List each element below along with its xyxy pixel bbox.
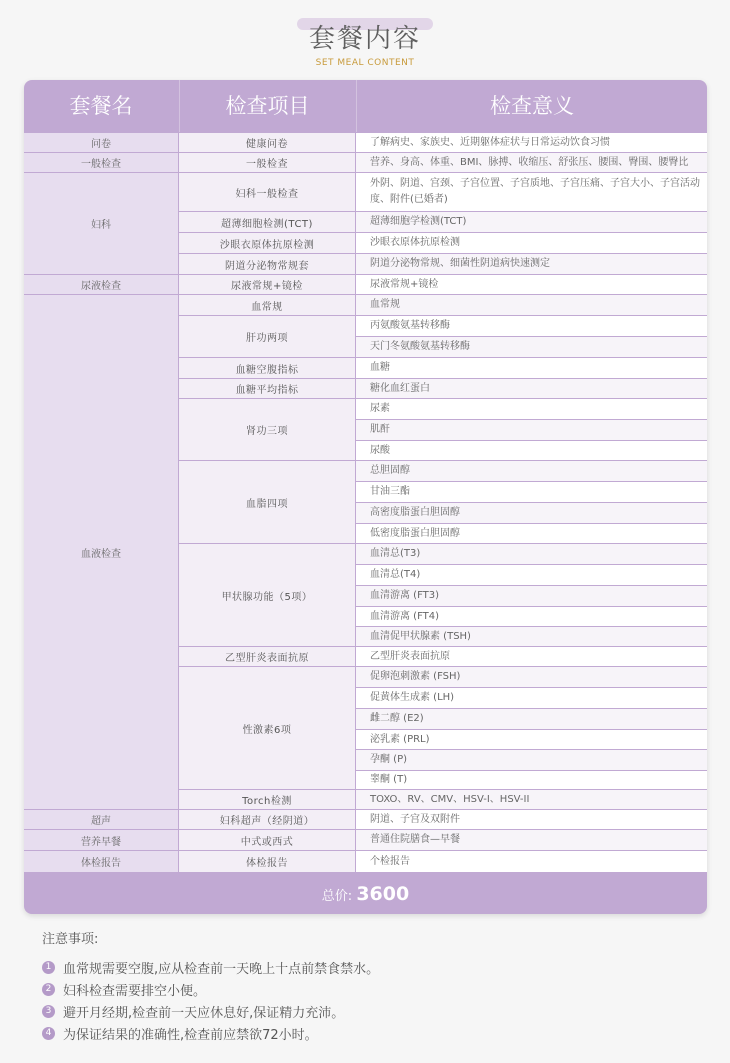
item-cell: Torch检测 xyxy=(179,790,355,809)
meaning-cell: TOXO、RV、CMV、HSV-I、HSV-II xyxy=(356,790,707,809)
meaning-cell: 尿素 xyxy=(356,399,707,419)
group-cell: 血液检查 xyxy=(24,295,178,809)
item-cell: 阴道分泌物常规套 xyxy=(179,254,355,274)
notes-section xyxy=(42,928,702,1044)
note-text: 避开月经期,检查前一天应休息好,保证精力充沛。 xyxy=(63,1005,345,1021)
group-cell: 超声 xyxy=(24,810,178,829)
note-item xyxy=(42,956,702,978)
item-cell: 血糖平均指标 xyxy=(179,379,355,398)
meaning-cell: 阴道分泌物常规、细菌性阴道病快速测定 xyxy=(356,254,707,274)
item-cell: 中式或西式 xyxy=(179,830,355,850)
item-cell: 妇科超声（经阴道） xyxy=(179,810,355,829)
meaning-cell: 超薄细胞学检测(TCT) xyxy=(356,212,707,232)
package-table-card xyxy=(24,80,707,914)
total-price xyxy=(24,874,707,914)
meaning-cell: 个检报告 xyxy=(356,851,707,872)
meaning-cell: 促卵泡刺激素 (FSH) xyxy=(356,667,707,687)
title-block xyxy=(0,18,730,68)
meaning-cell: 丙氨酸氨基转移酶 xyxy=(356,316,707,336)
meaning-cell: 血清促甲状腺素 (TSH) xyxy=(356,627,707,646)
meaning-cell: 血清总(T3) xyxy=(356,544,707,564)
meaning-cell: 睾酮 (T) xyxy=(356,771,707,789)
header-exam-meaning: 检查意义 xyxy=(356,80,707,132)
meaning-cell: 天门冬氨酸氨基转移酶 xyxy=(356,337,707,357)
meaning-cell: 阴道、子宫及双附件 xyxy=(356,810,707,829)
meaning-cell: 血清游离 (FT4) xyxy=(356,607,707,626)
meaning-cell: 肌酐 xyxy=(356,420,707,440)
header-package-name: 套餐名 xyxy=(69,94,133,118)
total-price-value: 3600 xyxy=(356,883,410,905)
meaning-cell: 高密度脂蛋白胆固醇 xyxy=(356,503,707,523)
meaning-cell: 乙型肝炎表面抗原 xyxy=(356,647,707,666)
group-cell: 妇科 xyxy=(24,173,178,274)
item-cell: 血常规 xyxy=(179,295,355,315)
group-cell: 一般检查 xyxy=(24,153,178,172)
number-badge: 2 xyxy=(42,983,55,996)
note-text: 血常规需要空腹,应从检查前一天晚上十点前禁食禁水。 xyxy=(63,961,380,977)
item-cell: 肾功三项 xyxy=(179,399,355,460)
group-cell: 问卷 xyxy=(24,133,178,152)
item-cell: 血脂四项 xyxy=(179,461,355,543)
page-subtitle: SET MEAL CONTENT xyxy=(315,58,415,68)
item-cell: 肝功两项 xyxy=(179,316,355,357)
meaning-cell: 甘油三酯 xyxy=(356,482,707,502)
number-badge: 1 xyxy=(42,961,55,974)
meaning-cell: 尿酸 xyxy=(356,441,707,460)
item-cell: 性激素6项 xyxy=(179,667,355,789)
notes-title: 注意事项: xyxy=(42,932,99,947)
meaning-cell: 沙眼衣原体抗原检测 xyxy=(356,233,707,253)
table-header xyxy=(24,80,707,132)
meaning-cell: 泌乳素 (PRL) xyxy=(356,730,707,749)
item-cell: 体检报告 xyxy=(179,851,355,872)
meaning-cell: 低密度脂蛋白胆固醇 xyxy=(356,524,707,543)
meaning-cell: 尿液常规+镜检 xyxy=(356,275,707,294)
item-cell: 一般检查 xyxy=(179,153,355,172)
meaning-cell: 外阴、阴道、宫颈、子宫位置、子宫质地、子宫压痛、子宫大小、子宫活动度、附件(已婚者) xyxy=(356,173,707,211)
note-text: 为保证结果的准确性,检查前应禁欲72小时。 xyxy=(63,1027,318,1043)
number-badge: 3 xyxy=(42,1005,55,1018)
meaning-cell: 普通住院膳食—早餐 xyxy=(356,830,707,850)
header-exam-item: 检查项目 xyxy=(179,80,355,132)
meaning-cell: 糖化血红蛋白 xyxy=(356,379,707,398)
meaning-cell: 血糖 xyxy=(356,358,707,378)
group-cell: 体检报告 xyxy=(24,851,178,872)
meaning-cell: 血清游离 (FT3) xyxy=(356,586,707,606)
item-cell: 尿液常规+镜检 xyxy=(179,275,355,294)
note-item xyxy=(42,1000,702,1022)
meaning-cell: 促黄体生成素 (LH) xyxy=(356,688,707,708)
meaning-cell: 血清总(T4) xyxy=(356,565,707,585)
item-cell: 甲状腺功能（5项） xyxy=(179,544,355,646)
item-cell: 超薄细胞检测(TCT) xyxy=(179,212,355,232)
group-cell: 尿液检查 xyxy=(24,275,178,294)
note-item xyxy=(42,1022,702,1044)
item-cell: 乙型肝炎表面抗原 xyxy=(179,647,355,666)
note-text: 妇科检查需要排空小便。 xyxy=(63,983,207,999)
meaning-cell: 总胆固醇 xyxy=(356,461,707,481)
meaning-cell: 孕酮 (P) xyxy=(356,750,707,770)
group-cell: 营养早餐 xyxy=(24,830,178,850)
page-title: 套餐内容 xyxy=(308,24,421,54)
meaning-cell: 营养、身高、体重、BMI、脉搏、收缩压、舒张压、腰围、臀围、腰臀比 xyxy=(356,153,707,172)
number-badge: 4 xyxy=(42,1027,55,1040)
item-cell: 妇科一般检查 xyxy=(179,173,355,211)
meaning-cell: 雌二醇 (E2) xyxy=(356,709,707,729)
meaning-cell: 血常规 xyxy=(356,295,707,315)
item-cell: 沙眼衣原体抗原检测 xyxy=(179,233,355,253)
note-item xyxy=(42,978,702,1000)
item-cell: 血糖空腹指标 xyxy=(179,358,355,378)
item-cell: 健康问卷 xyxy=(179,133,355,152)
meaning-cell: 了解病史、家族史、近期躯体症状与日常运动饮食习惯 xyxy=(356,133,707,152)
total-price-label: 总价: xyxy=(321,889,353,904)
